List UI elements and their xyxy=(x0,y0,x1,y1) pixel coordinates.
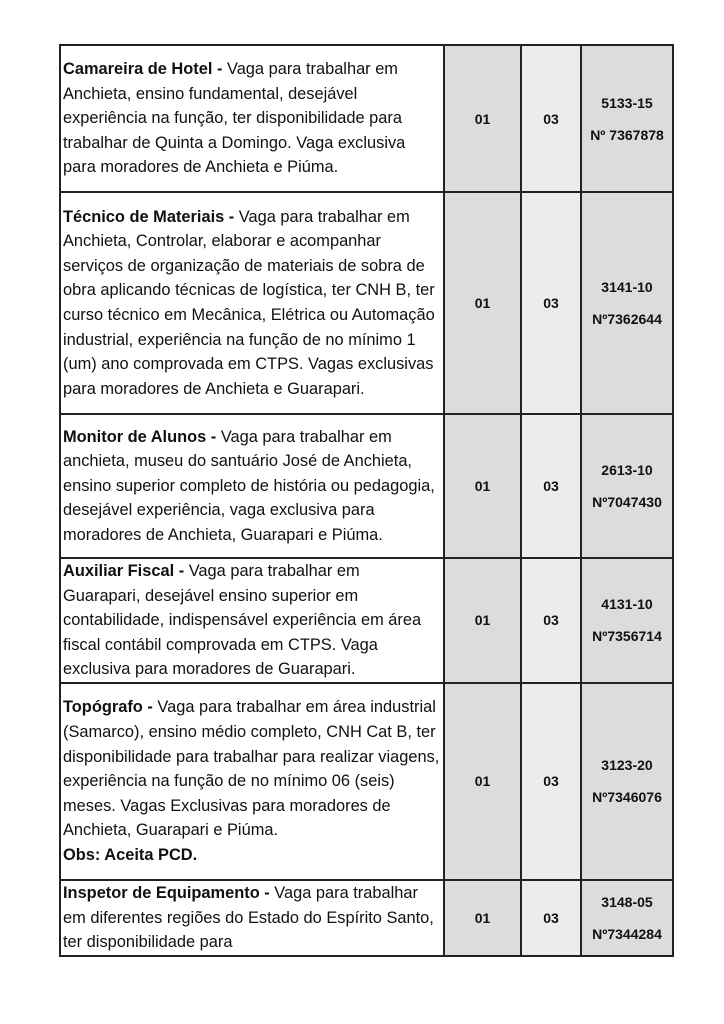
table-row xyxy=(60,192,673,414)
cbo-code: 4131-10 xyxy=(601,596,653,613)
job-description-cell xyxy=(60,880,444,956)
job-number: Nº 7367878 xyxy=(590,126,664,143)
code-cell xyxy=(581,192,673,414)
job-description-cell xyxy=(60,414,444,558)
job-title: Topógrafo - xyxy=(63,698,153,717)
job-listings-table xyxy=(59,44,674,957)
table-row xyxy=(60,880,673,956)
cbo-code: 2613-10 xyxy=(601,462,653,478)
job-number: Nº7356714 xyxy=(592,628,662,645)
quantity-cell: 01 xyxy=(444,45,521,192)
experience-cell: 03 xyxy=(521,192,581,414)
cbo-code: 3148-05 xyxy=(601,893,653,910)
code-cell xyxy=(581,45,673,192)
job-number: Nº7362644 xyxy=(592,311,662,327)
job-description: Vaga para trabalhar em Guarapari, desejável ensino superior em contabilidade, indispensável experiência em área fiscal contábil comprovada em CTPS. Vaga exclusiva para moradores de Guarapari. xyxy=(63,562,422,679)
job-title: Técnico de Materiais - xyxy=(63,207,235,226)
experience-cell: 03 xyxy=(521,414,581,558)
quantity-cell: 01 xyxy=(444,880,521,956)
job-obs: Obs: Aceita PCD. xyxy=(63,845,198,864)
job-title: Inspetor de Equipamento - xyxy=(63,883,270,902)
job-description: Vaga para trabalhar em área industrial (Samarco), ensino médio completo, CNH Cat B, ter disponibilidade para trabalhar para realizar viagens, experiência na função de no mínimo 06 (seis) meses. Vagas Exclusivas para moradores de Anchieta, Guarapari e Piúma. xyxy=(63,698,440,840)
job-title: Camareira de Hotel - xyxy=(63,60,223,79)
quantity-cell: 01 xyxy=(444,414,521,558)
job-number: Nº7047430 xyxy=(592,494,662,510)
job-number: Nº7344284 xyxy=(592,925,662,942)
code-cell xyxy=(581,558,673,683)
job-description: Vaga para trabalhar em diferentes regiões do Estado do Espírito Santo, ter disponibilidade para xyxy=(63,883,434,952)
job-description: Vaga para trabalhar em Anchieta, Controlar, elaborar e acompanhar serviços de organização de materiais de sobra de obra aplicando técnicas de logística, ter CNH B, ter curso técnico em Mecânica, Elétrica ou Automação industrial, experiência na função de no mínimo 1 (um) ano comprovada em CTPS. Vagas exclusivas para moradores de Anchieta e Guarapari. xyxy=(63,207,435,398)
experience-cell: 03 xyxy=(521,880,581,956)
table-row xyxy=(60,414,673,558)
quantity-cell: 01 xyxy=(444,683,521,880)
experience-cell: 03 xyxy=(521,558,581,683)
job-description-cell xyxy=(60,45,444,192)
cbo-code: 5133-15 xyxy=(601,94,653,111)
job-title: Auxiliar Fiscal - xyxy=(63,562,185,580)
table-row xyxy=(60,45,673,192)
quantity-cell: 01 xyxy=(444,558,521,683)
table-row xyxy=(60,683,673,880)
code-cell xyxy=(581,880,673,956)
code-cell xyxy=(581,414,673,558)
experience-cell: 03 xyxy=(521,683,581,880)
job-description: Vaga para trabalhar em anchieta, museu do santuário José de Anchieta, ensino superior completo de história ou pedagogia, desejável experiência, vaga exclusiva para moradores de Anchieta, Guarapari e Piúma. xyxy=(63,427,435,544)
quantity-cell: 01 xyxy=(444,192,521,414)
job-number: Nº7346076 xyxy=(592,789,662,806)
job-description-cell xyxy=(60,192,444,414)
job-description-cell xyxy=(60,558,444,683)
job-description: Vaga para trabalhar em Anchieta, ensino fundamental, desejável experiência na função, ter disponibilidade para trabalhar de Quinta a Domingo. Vaga exclusiva para moradores de Anchieta e Piúma. xyxy=(63,60,406,177)
job-description-cell xyxy=(60,683,444,880)
cbo-code: 3123-20 xyxy=(601,757,653,774)
job-title: Monitor de Alunos - xyxy=(63,427,217,446)
table-row xyxy=(60,558,673,683)
code-cell xyxy=(581,683,673,880)
experience-cell: 03 xyxy=(521,45,581,192)
cbo-code: 3141-10 xyxy=(601,279,653,295)
